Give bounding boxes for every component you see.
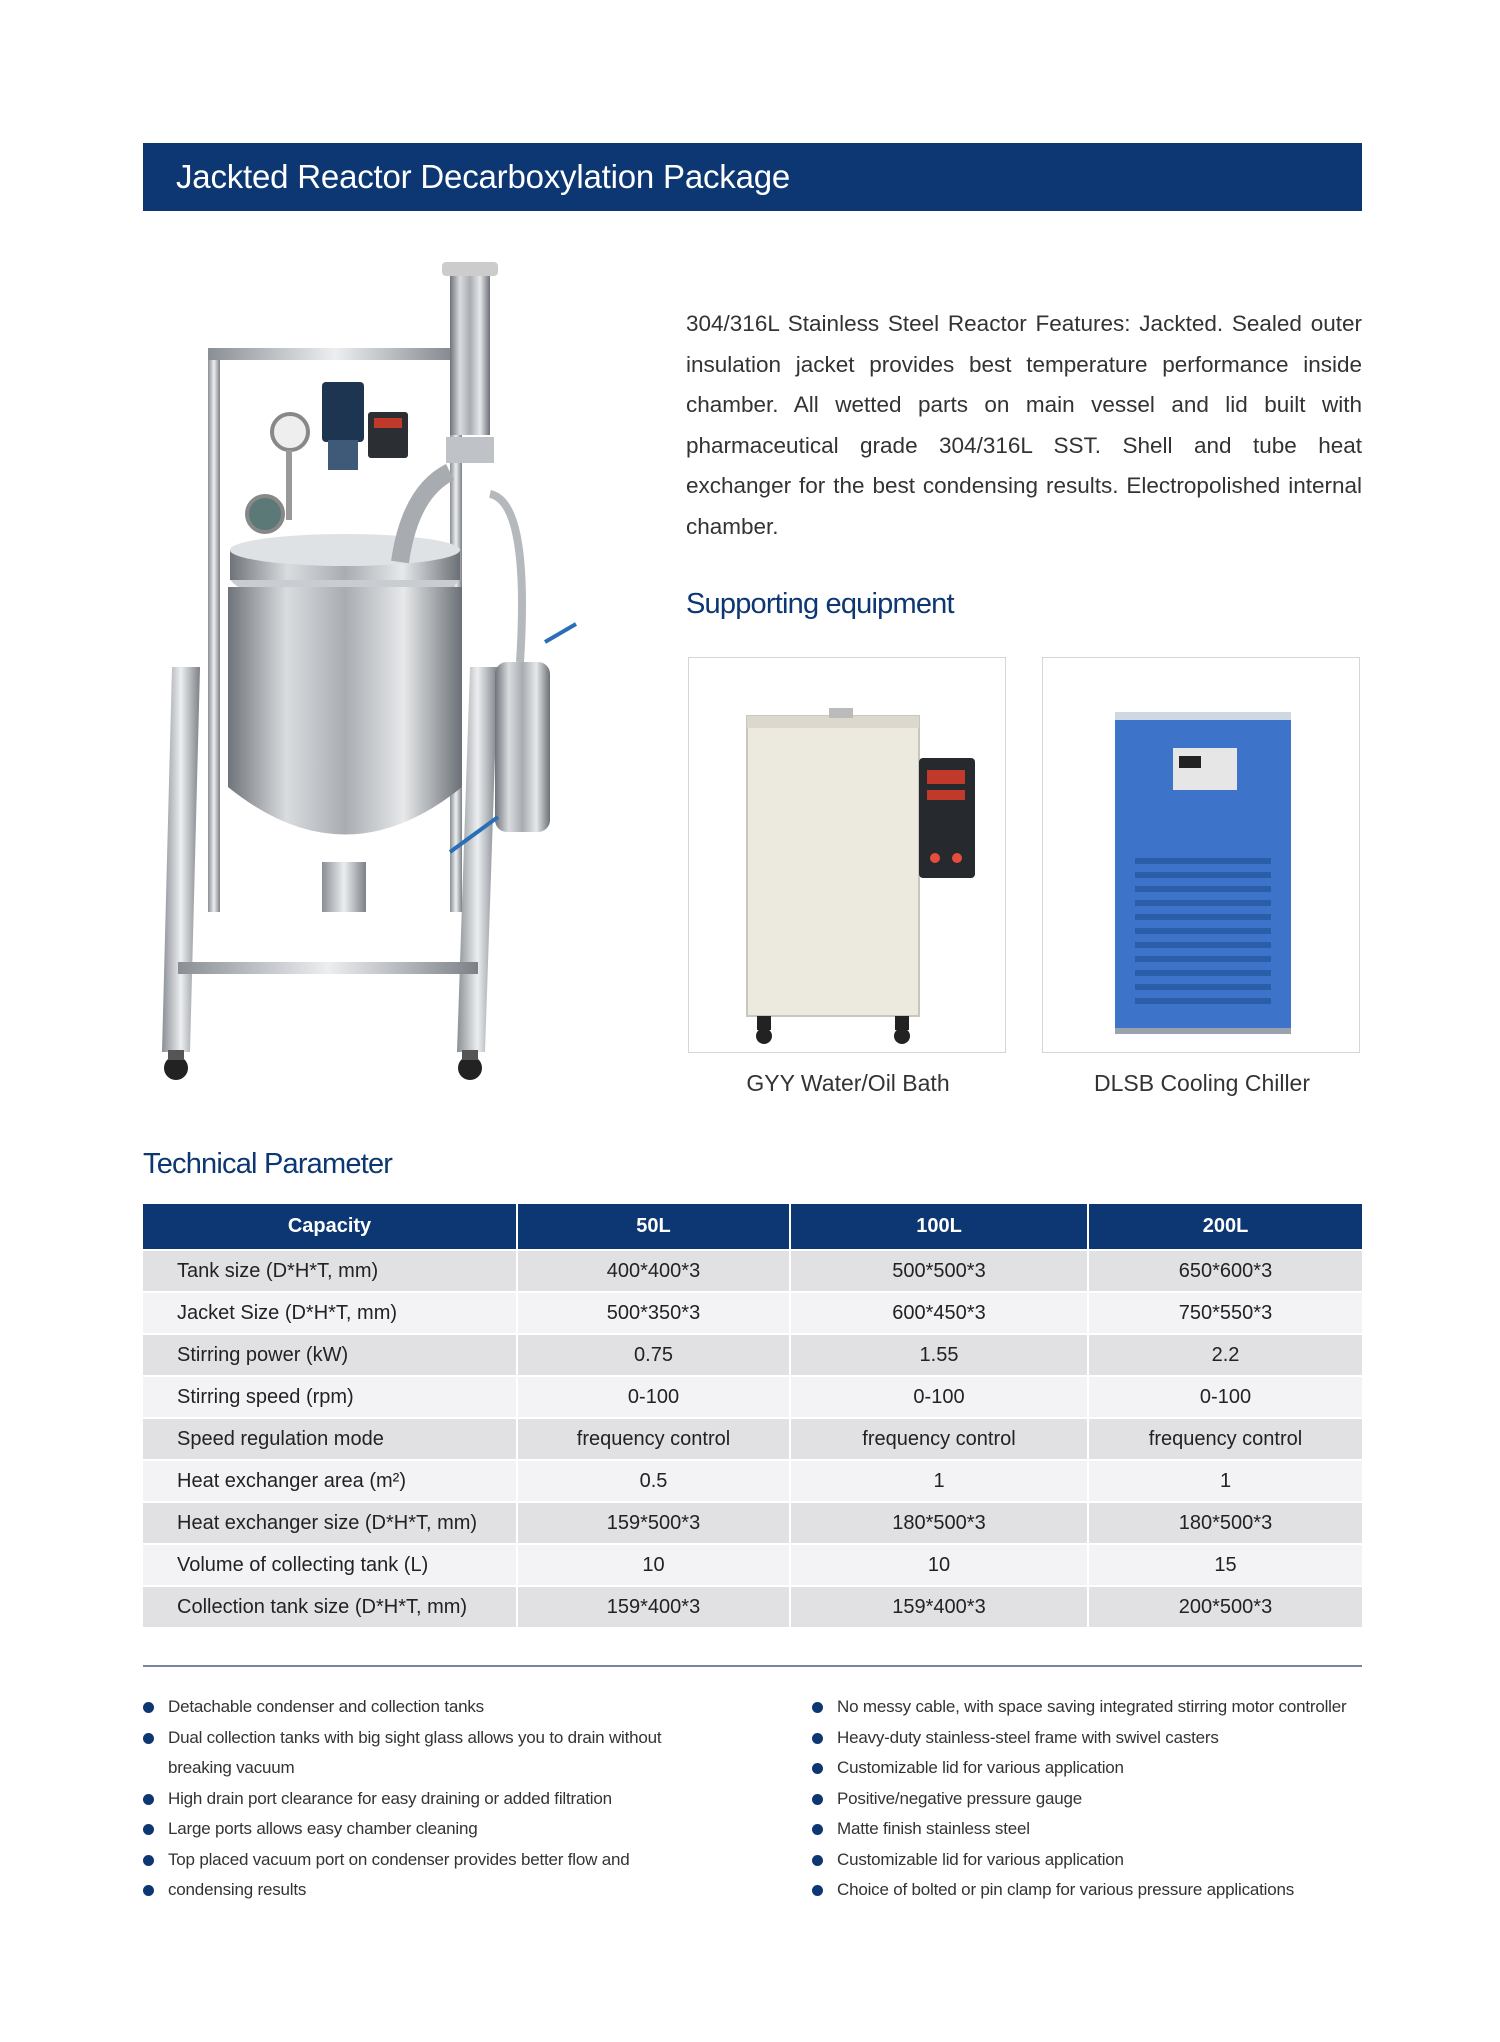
- table-cell: 600*450*3: [790, 1292, 1088, 1334]
- feature-text: Heavy-duty stainless-steel frame with swivel casters: [837, 1727, 1219, 1747]
- table-cell: 0.5: [517, 1460, 790, 1502]
- list-item: [812, 1784, 1372, 1815]
- table-row: [143, 1502, 1362, 1544]
- table-row: [143, 1544, 1362, 1586]
- feature-text: Large ports allows easy chamber cleaning: [168, 1819, 478, 1838]
- feature-text: No messy cable, with space saving integrated stirring motor controller: [837, 1697, 1347, 1716]
- row-label: Tank size (D*H*T, mm): [143, 1250, 517, 1292]
- bullet-icon: [812, 1702, 823, 1713]
- table-row: [143, 1376, 1362, 1418]
- table-cell: 0-100: [790, 1376, 1088, 1418]
- list-item: [143, 1692, 705, 1723]
- bullet-icon: [143, 1885, 154, 1896]
- feature-text: Dual collection tanks with big sight glass allows you to drain without: [168, 1727, 662, 1747]
- feature-list-left: [143, 1692, 705, 1906]
- table-cell: 159*500*3: [517, 1502, 790, 1544]
- row-label: Collection tank size (D*H*T, mm): [143, 1586, 517, 1627]
- row-label: Heat exchanger size (D*H*T, mm): [143, 1502, 517, 1544]
- column-header: Capacity: [143, 1204, 517, 1250]
- feature-list-right: [812, 1692, 1372, 1906]
- list-item: [143, 1784, 705, 1815]
- list-item: [812, 1753, 1372, 1784]
- list-item: [143, 1723, 705, 1754]
- table-cell: 1: [1088, 1460, 1362, 1502]
- table-cell: 500*500*3: [790, 1250, 1088, 1292]
- water-oil-bath-caption: GYY Water/Oil Bath: [746, 1070, 950, 1096]
- column-header: 100L: [790, 1204, 1088, 1250]
- list-item: [812, 1692, 1372, 1723]
- feature-text: Customizable lid for various application: [837, 1758, 1124, 1777]
- row-label: Stirring power (kW): [143, 1334, 517, 1376]
- table-row: [143, 1292, 1362, 1334]
- table-row: [143, 1586, 1362, 1627]
- table-cell: 1.55: [790, 1334, 1088, 1376]
- table-cell: 400*400*3: [517, 1250, 790, 1292]
- table-cell: 0.75: [517, 1334, 790, 1376]
- list-item: [812, 1814, 1372, 1845]
- list-item: [812, 1845, 1372, 1876]
- table-row: [143, 1418, 1362, 1460]
- row-label: Stirring speed (rpm): [143, 1376, 517, 1418]
- cooling-chiller-card: [1042, 657, 1360, 1053]
- title-bar: [143, 143, 1362, 211]
- bullet-icon: [812, 1763, 823, 1774]
- table-row: [143, 1334, 1362, 1376]
- table-cell: 500*350*3: [517, 1292, 790, 1334]
- list-item: [143, 1753, 705, 1784]
- bullet-icon: [143, 1824, 154, 1835]
- feature-text: Customizable lid for various application: [837, 1849, 1124, 1869]
- cooling-chiller-icon: [1043, 658, 1361, 1054]
- list-item: [143, 1875, 705, 1906]
- feature-text: breaking vacuum: [168, 1758, 295, 1777]
- water-oil-bath-card: [688, 657, 1006, 1053]
- feature-text: condensing results: [168, 1880, 307, 1899]
- table-cell: 159*400*3: [517, 1586, 790, 1627]
- table-cell: 159*400*3: [790, 1586, 1088, 1627]
- table-header-row: [143, 1204, 1362, 1250]
- bullet-icon: [812, 1733, 823, 1744]
- bullet-icon: [812, 1824, 823, 1835]
- cooling-chiller-caption: DLSB Cooling Chiller: [1093, 1070, 1311, 1096]
- bullet-icon: [812, 1885, 823, 1896]
- table-row: [143, 1250, 1362, 1292]
- table-cell: 15: [1088, 1544, 1362, 1586]
- table-cell: 0-100: [1088, 1376, 1362, 1418]
- bullet-icon: [812, 1794, 823, 1805]
- row-label: Speed regulation mode: [143, 1418, 517, 1460]
- table-cell: 1: [790, 1460, 1088, 1502]
- table-cell: 200*500*3: [1088, 1586, 1362, 1627]
- bullet-icon: [143, 1855, 154, 1866]
- table-cell: 180*500*3: [1088, 1502, 1362, 1544]
- supporting-equipment-heading: Supporting equipment: [686, 588, 954, 620]
- bullet-icon: [143, 1733, 154, 1744]
- table-cell: frequency control: [517, 1418, 790, 1460]
- page-title: Jackted Reactor Decarboxylation Package: [176, 158, 791, 195]
- table-cell: 750*550*3: [1088, 1292, 1362, 1334]
- feature-text: High drain port clearance for easy draining or added filtration: [168, 1788, 612, 1808]
- product-description: 304/316L Stainless Steel Reactor Features: Jackted. Sealed outer insulation jacket provides best temperature performance inside chamber. All wetted parts on main vessel and lid built with pharmaceutical grade 304/316L SST. Shell and tube heat exchanger for the best condensing results. Electropolished internal chamber.: [686, 311, 1362, 539]
- bullet-icon: [143, 1794, 154, 1805]
- water-oil-bath-icon: [689, 658, 1007, 1054]
- section-divider: [143, 1665, 1362, 1667]
- jacketed-reactor-icon: [150, 262, 600, 1102]
- column-header: 50L: [517, 1204, 790, 1250]
- row-label: Volume of collecting tank (L): [143, 1544, 517, 1586]
- table-cell: 0-100: [517, 1376, 790, 1418]
- list-item: [143, 1845, 705, 1876]
- list-item: [812, 1723, 1372, 1754]
- feature-text: Top placed vacuum port on condenser provides better flow and: [168, 1849, 630, 1869]
- row-label: Jacket Size (D*H*T, mm): [143, 1292, 517, 1334]
- technical-parameter-table: [143, 1204, 1362, 1627]
- table-cell: 180*500*3: [790, 1502, 1088, 1544]
- bullet-icon: [143, 1702, 154, 1713]
- feature-text: Matte finish stainless steel: [837, 1819, 1030, 1838]
- column-header: 200L: [1088, 1204, 1362, 1250]
- feature-text: Choice of bolted or pin clamp for various pressure applications: [837, 1880, 1295, 1899]
- table-cell: 2.2: [1088, 1334, 1362, 1376]
- table-cell: frequency control: [1088, 1418, 1362, 1460]
- feature-text: Positive/negative pressure gauge: [837, 1788, 1082, 1808]
- feature-text: Detachable condenser and collection tanks: [168, 1697, 484, 1716]
- technical-parameter-heading: Technical Parameter: [143, 1148, 393, 1180]
- table-cell: frequency control: [790, 1418, 1088, 1460]
- table-row: [143, 1460, 1362, 1502]
- list-item: [812, 1875, 1372, 1906]
- bullet-icon: [812, 1855, 823, 1866]
- row-label: Heat exchanger area (m²): [143, 1460, 517, 1502]
- table-cell: 650*600*3: [1088, 1250, 1362, 1292]
- table-cell: 10: [790, 1544, 1088, 1586]
- list-item: [143, 1814, 705, 1845]
- table-cell: 10: [517, 1544, 790, 1586]
